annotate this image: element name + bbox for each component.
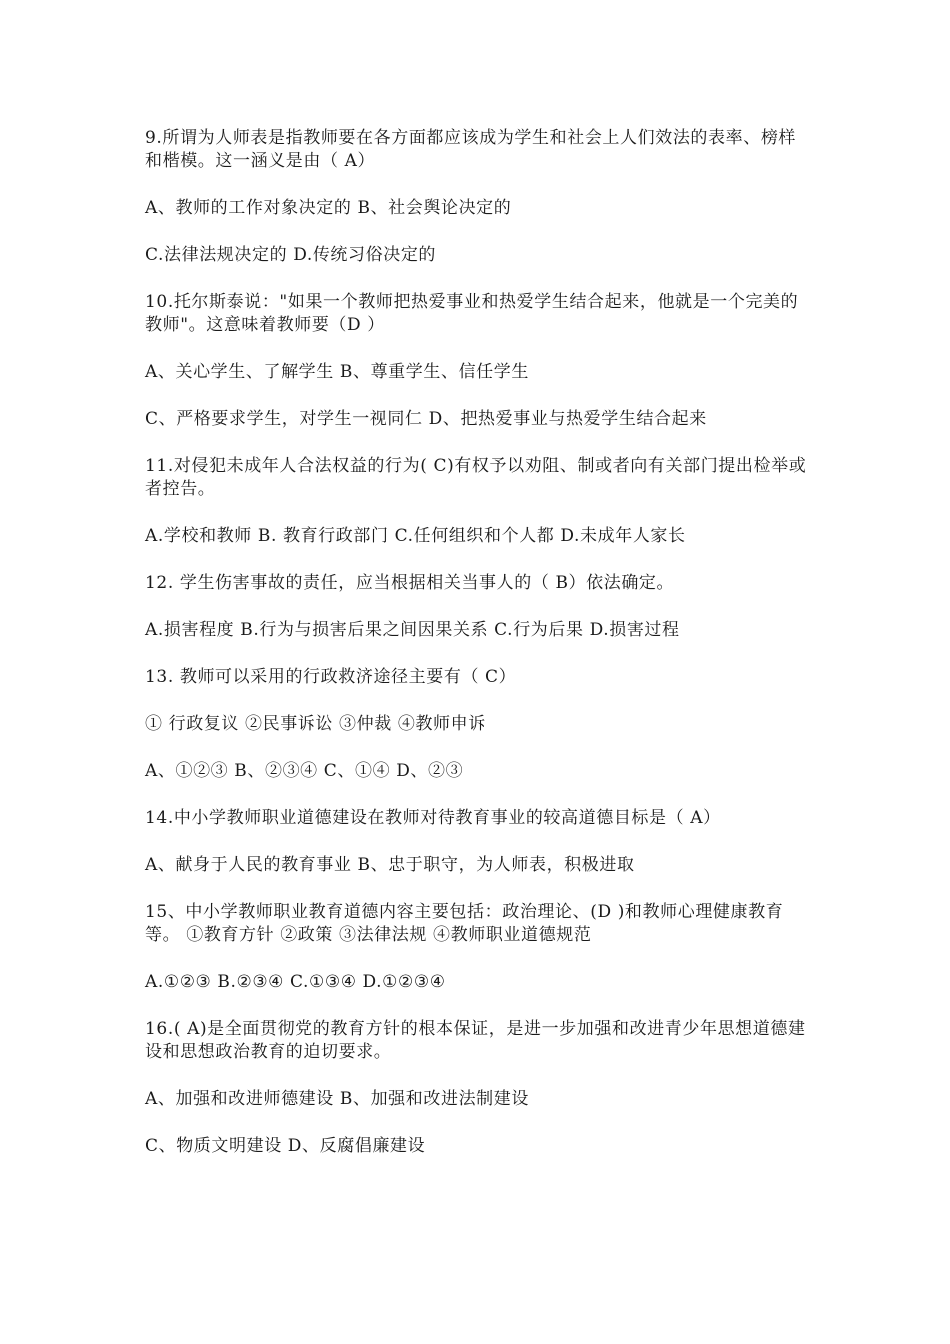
question-10-options-ab: A、关心学生、了解学生 B、尊重学生、信任学生 — [145, 362, 529, 382]
question-10-options-cd: C、严格要求学生，对学生一视同仁 D、把热爱事业与热爱学生结合起来 — [145, 409, 707, 429]
document-body — [145, 127, 810, 1182]
question-14: 14.中小学教师职业道德建设在教师对待教育事业的较高道德目标是（ A） — [145, 808, 721, 828]
question-9-options-cd: C.法律法规决定的 D.传统习俗决定的 — [145, 245, 437, 265]
question-16-options-ab: A、加强和改进师德建设 B、加强和改进法制建设 — [145, 1089, 529, 1109]
question-13: 13. 教师可以采用的行政救济途径主要有（ C） — [145, 667, 517, 687]
question-16-options-cd: C、物质文明建设 D、反腐倡廉建设 — [145, 1136, 426, 1156]
question-16: 16.( A)是全面贯彻党的教育方针的根本保证，是进一步加强和改进青少年思想道德建设和思想政治教育的迫切要求。 — [145, 1019, 806, 1062]
question-15-options: A.①②③ B.②③④ C.①③④ D.①②③④ — [145, 972, 446, 992]
question-14-options: A、献身于人民的教育事业 B、忠于职守，为人师表，积极进取 — [145, 855, 635, 875]
question-10: 10.托尔斯泰说："如果一个教师把热爱事业和热爱学生结合起来，他就是一个完美的教师"。这意味着教师要（D ） — [145, 292, 799, 335]
question-9-options-ab: A、教师的工作对象决定的 B、社会舆论决定的 — [145, 198, 512, 218]
question-9: 9.所谓为人师表是指教师要在各方面都应该成为学生和社会上人们效法的表率、榜样和楷模。这一涵义是由（ A） — [145, 128, 797, 171]
question-13-options: A、①②③ B、②③④ C、①④ D、②③ — [145, 761, 464, 781]
question-15: 15、中小学教师职业教育道德内容主要包括：政治理论、(D )和教师心理健康教育等。 ①教育方针 ②政策 ③法律法规 ④教师职业道德规范 — [145, 902, 784, 945]
question-11: 11.对侵犯未成年人合法权益的行为( C)有权予以劝阻、制或者向有关部门提出检举或者控告。 — [145, 456, 807, 499]
question-13-items: ① 行政复议 ②民事诉讼 ③仲裁 ④教师申诉 — [145, 714, 486, 734]
question-12: 12. 学生伤害事故的责任，应当根据相关当事人的（ B）依法确定。 — [145, 573, 675, 593]
question-12-options: A.损害程度 B.行为与损害后果之间因果关系 C.行为后果 D.损害过程 — [145, 620, 680, 640]
question-11-options: A.学校和教师 B. 教育行政部门 C.任何组织和个人都 D.未成年人家长 — [145, 526, 686, 546]
